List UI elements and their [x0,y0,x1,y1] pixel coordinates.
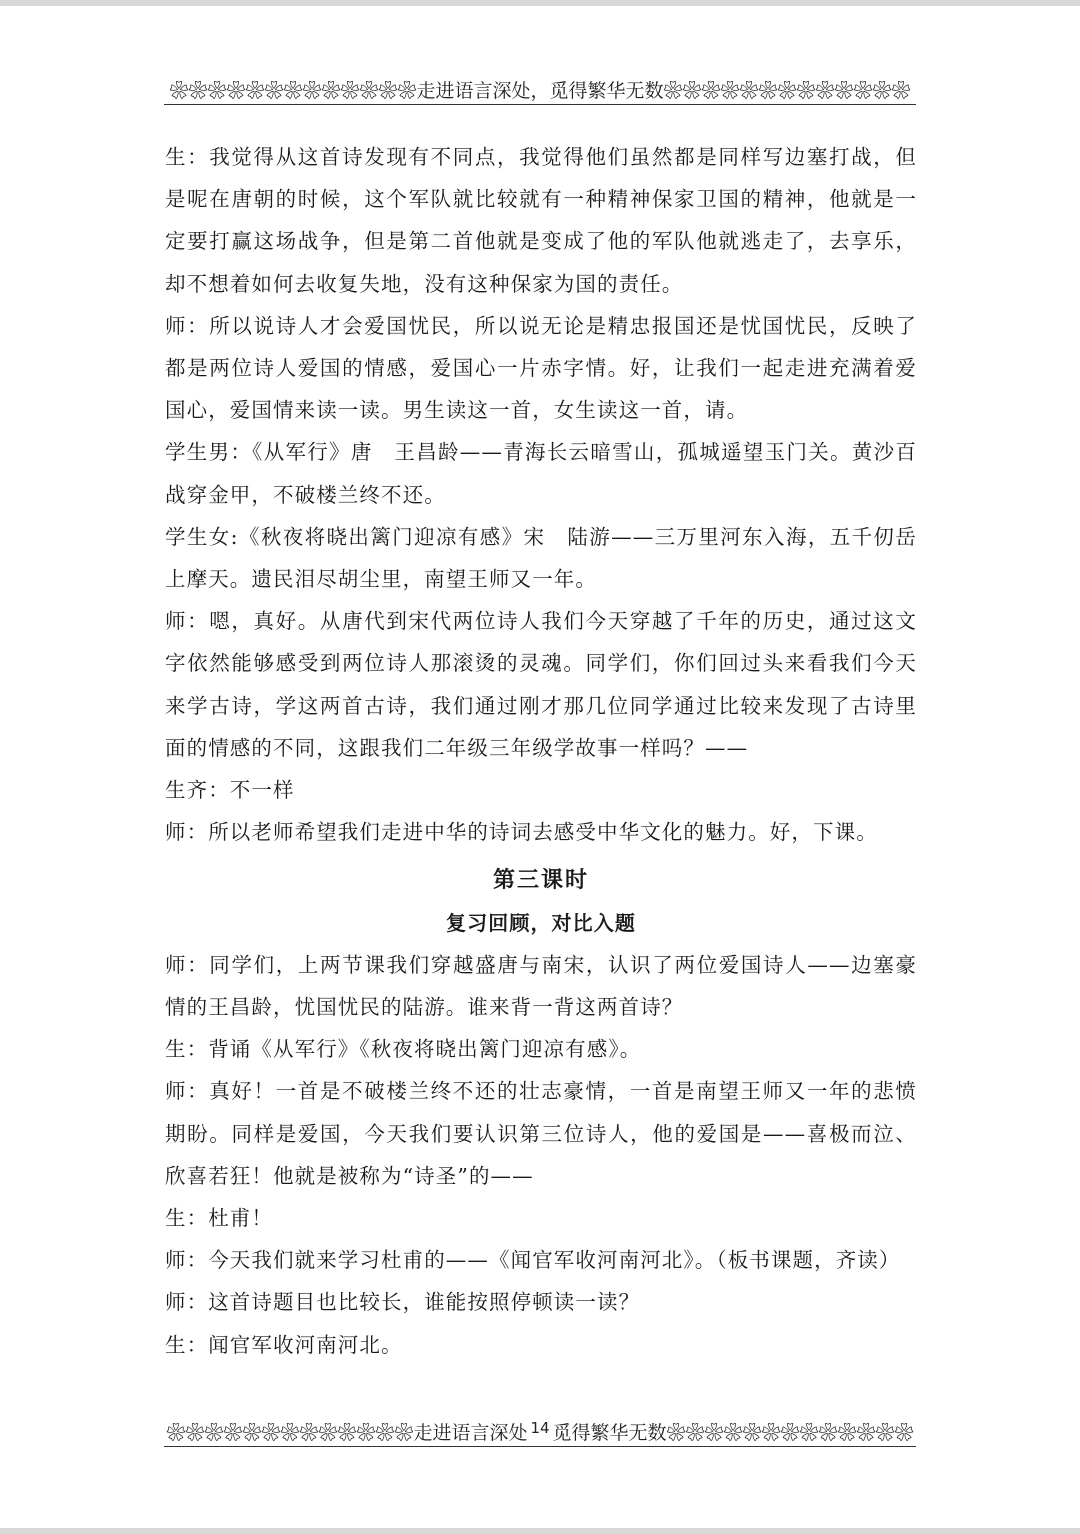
document-page [0,6,1080,1528]
flower-border-icon: ❀❀❀❀❀❀❀❀❀❀❀❀❀ [666,1422,914,1444]
paragraph: 学生女:《秋夜将晓出篱门迎凉有感》宋 陆游——三万里河东入海，五千仞岳上摩天。遗民泪尽胡尘里，南望王师又一年。 [165,524,917,592]
paragraph: 师：嗯，真好。从唐代到宋代两位诗人我们今天穿越了千年的历史，通过这文字依然能够感受到两位诗人那滚烫的灵魂。同学们，你们回过头来看我们今天来学古诗，学这两首古诗，我们通过刚才那几位同学通过比较来发现了古诗里面的情感的不同，这跟我们二年级三年级学故事一样吗？—— [165,609,917,760]
paragraph: 师：所以说诗人才会爱国忧民，所以说无论是精忠报国还是忧国忧民，反映了都是两位诗人爱国的情感，爱国心一片赤字情。好，让我们一起走进充满着爱国心，爱国情来读一读。男生读这一首，女生读这一首，请。 [165,313,917,423]
paragraph: 生齐：不一样 [165,778,295,803]
flower-border-icon: ❀❀❀❀❀❀❀❀❀❀❀❀❀ [663,80,911,102]
section-title: 第三课时 [492,867,589,894]
document-body [165,136,917,1366]
header-text: 走进语言深处，觅得繁华无数 [416,80,664,102]
paragraph: 生：杜甫！ [165,1206,273,1231]
flower-border-icon: ❀❀❀❀❀❀❀❀❀❀❀❀❀ [169,80,417,102]
paragraph: 师：同学们，上两节课我们穿越盛唐与南宋，认识了两位爱国诗人——边塞豪情的王昌龄，忧国忧民的陆游。谁来背一背这两首诗？ [165,952,917,1020]
footer-text-right: 觅得繁华无数 [552,1422,667,1444]
page-number: 14 [530,1420,550,1437]
page-footer [164,1420,916,1447]
paragraph: 师：这首诗题目也比较长，谁能按照停顿读一读？ [165,1290,641,1315]
paragraph: 生：背诵《从军行》《秋夜将晓出篱门迎凉有感》。 [165,1037,642,1062]
subsection-title: 复习回顾，对比入题 [446,910,636,935]
flower-border-icon: ❀❀❀❀❀❀❀❀❀❀❀❀❀ [166,1422,414,1444]
paragraph: 生：我觉得从这首诗发现有不同点，我觉得他们虽然都是同样写边塞打战，但是呢在唐朝的时候，这个军队就比较就有一种精神保家卫国的精神，他就是一定要打赢这场战争，但是第二首他就是变成了他的军队他就逃走了，去享乐，却不想着如何去收复失地，没有这种保家为国的责任。 [165,145,917,296]
paragraph: 生：闻官军收河南河北。 [165,1332,403,1357]
page-header [164,78,916,105]
paragraph: 师：今天我们就来学习杜甫的——《闻官军收河南河北》。（板书课题，齐读） [165,1248,901,1273]
paragraph: 师：真好！一首是不破楼兰终不还的壮志豪情，一首是南望王师又一年的悲愤期盼。同样是爱国，今天我们要认识第三位诗人，他的爱国是——喜极而泣、欣喜若狂！他就是被称为“诗圣”的—— [165,1079,917,1188]
paragraph: 学生男：《从军行》唐 王昌龄——青海长云暗雪山，孤城遥望玉门关。黄沙百战穿金甲，不破楼兰终不还。 [165,440,917,507]
footer-text-left: 走进语言深处 [413,1422,528,1444]
paragraph: 师：所以老师希望我们走进中华的诗词去感受中华文化的魅力。好，下课。 [165,820,878,845]
